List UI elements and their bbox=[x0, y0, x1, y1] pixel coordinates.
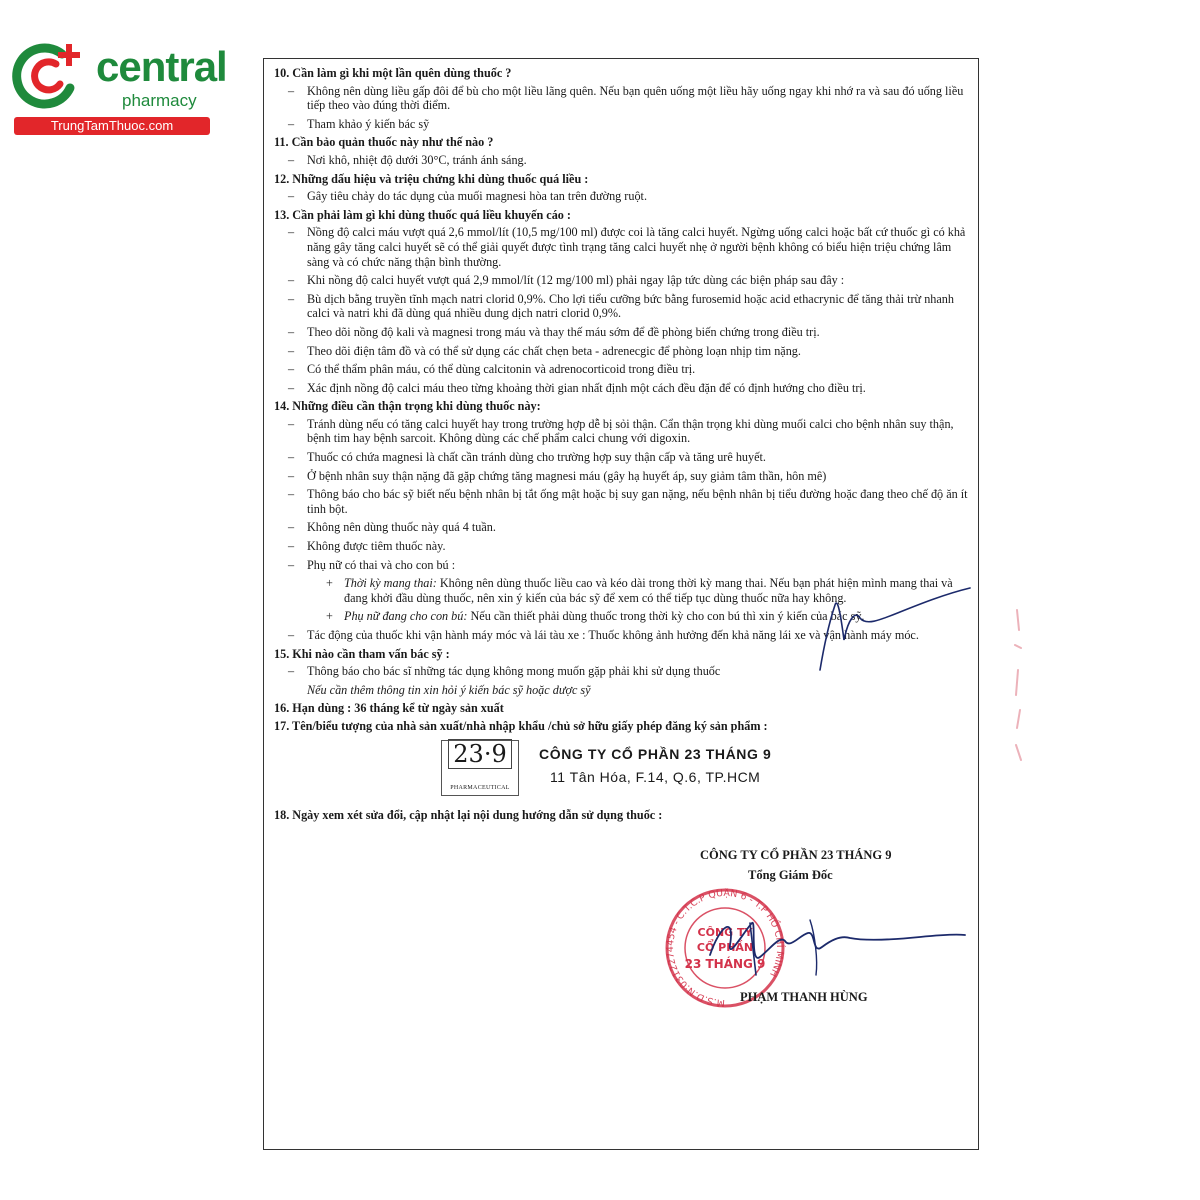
stamp-line-3: 23 THÁNG 9 bbox=[684, 957, 766, 971]
manufacturer-logo bbox=[441, 740, 519, 796]
edge-stamp-marks bbox=[1005, 600, 1035, 770]
brand-name: central bbox=[96, 43, 227, 90]
brand-url[interactable]: TrungTamThuoc.com bbox=[14, 117, 210, 135]
section-heading: 10. Cần làm gì khi một lần quên dùng thuốc ? bbox=[274, 66, 512, 80]
section-16 bbox=[274, 701, 970, 716]
handwritten-signature bbox=[690, 905, 970, 995]
central-logo-mark-icon bbox=[10, 36, 90, 116]
section-heading: 16. Hạn dùng : 36 tháng kể từ ngày sản xuất bbox=[274, 701, 504, 716]
list-item: – Theo dõi điện tâm đồ và có thể sử dụng các chất chẹn beta - adrenecgic để phòng loạn nhịp tim nặng. bbox=[288, 343, 801, 358]
list-item: – Không nên dùng liều gấp đôi để bù cho một liều lãng quên. Nếu bạn quên uống một liều hãy uống ngay khi nhớ ra và sau đó uống liều tiếp theo vào đúng thời điểm. bbox=[288, 83, 964, 113]
list-item: – Có thể thẩm phân máu, có thể dùng calcitonin và adrenocorticoid trong điều trị. bbox=[288, 362, 696, 377]
section-heading: 11. Cần bảo quản thuốc này như thế nào ? bbox=[274, 135, 494, 150]
section-heading: 12. Những dấu hiệu và triệu chứng khi dùng thuốc quá liều : bbox=[274, 171, 589, 186]
section-11 bbox=[274, 135, 970, 167]
list-item: – Ở bệnh nhân suy thận nặng đã gặp chứng tăng magnesi máu (gây hạ huyết áp, suy giảm tâm thần, hôn mê) bbox=[288, 468, 827, 483]
list-item: – Bù dịch bằng truyền tĩnh mạch natri clorid 0,9%. Cho lợi tiểu cưỡng bức bằng furosemid hoặc acid ethacrynic để tăng thải trừ nhanh calci và natri khi đã dùng quá nhiều dung dịch natri clorid 0,9%. bbox=[288, 291, 954, 321]
section-17 bbox=[274, 719, 970, 734]
stamp-line-1: CÔNG TY bbox=[697, 926, 753, 939]
section-18 bbox=[274, 808, 970, 823]
signature-company: CÔNG TY CỔ PHẦN 23 THÁNG 9 bbox=[700, 848, 892, 862]
document-content bbox=[274, 66, 970, 825]
sub-item: + Phụ nữ đang cho con bú: Nếu cần thiết phải dùng thuốc trong thời kỳ cho con bú thì xin ý kiến của bác sỹ. bbox=[326, 609, 865, 624]
list-item: – Thông báo cho bác sĩ những tác dụng không mong muốn gặp phải khi sử dụng thuốc bbox=[288, 664, 721, 679]
signatory-name: PHẠM THANH HÙNG bbox=[740, 990, 868, 1004]
list-item: – Xác định nồng độ calci máu theo từng khoảng thời gian nhất định một cách đều đặn để có định hướng cho điều trị. bbox=[288, 380, 866, 395]
list-item: – Không được tiêm thuốc này. bbox=[288, 539, 446, 554]
list-item: – Thông báo cho bác sỹ biết nếu bệnh nhân bị tắt ống mật hoặc bị suy gan nặng, nếu bệnh nhân bị tiểu đường hoặc đang theo chế độ ăn ít tinh bột. bbox=[288, 487, 968, 516]
manufacturer-name: CÔNG TY CỔ PHẦN 23 THÁNG 9 bbox=[539, 745, 772, 762]
section-heading: 18. Ngày xem xét sửa đổi, cập nhật lại nội dung hướng dẫn sử dụng thuốc : bbox=[274, 807, 663, 822]
list-item: – Thuốc có chứa magnesi là chất cần tránh dùng cho trường hợp suy thận cấp và tăng urê huyết. bbox=[288, 450, 766, 465]
manufacturer-block bbox=[274, 740, 970, 800]
list-item: – Khi nồng độ calci huyết vượt quá 2,9 mmol/lít (12 mg/100 ml) phải ngay lập tức dùng các biện pháp sau đây : bbox=[288, 273, 845, 288]
manufacturer-address: 11 Tân Hóa, F.14, Q.6, TP.HCM bbox=[550, 768, 761, 785]
section-heading: 17. Tên/biểu tượng của nhà sản xuất/nhà nhập khẩu /chủ sở hữu giấy phép đăng ký sản phẩm : bbox=[274, 718, 768, 733]
section-12 bbox=[274, 172, 970, 204]
manufacturer-logo-text: PHARMACEUTICAL bbox=[450, 784, 510, 791]
list-item: – Phụ nữ có thai và cho con bú : bbox=[288, 557, 456, 572]
margin-initials-signature bbox=[800, 580, 980, 680]
list-item: – Gây tiêu chảy do tác dụng của muối magnesi hòa tan trên đường ruột. bbox=[288, 189, 647, 204]
section-heading: 15. Khi nào cần tham vấn bác sỹ : bbox=[274, 646, 450, 661]
list-item: – Theo dõi nồng độ kali và magnesi trong máu và thay thế máu sớm để đề phòng biến chứng trong điều trị. bbox=[288, 324, 820, 339]
list-item: – Tránh dùng nếu có tăng calci huyết hay trong trường hợp dễ bị sỏi thận. Cẩn thận trọng khi dùng muối calci cho bệnh nhân suy thận, bệnh tim hay bệnh sarcoit. Không dùng các chế phẩm calci chung với digoxin. bbox=[288, 416, 954, 446]
list-item: – Nồng độ calci máu vượt quá 2,6 mmol/lít (10,5 mg/100 ml) được coi là tăng calci huyết. Ngừng uống calci hoặc bất cứ thuốc gì có khả năng gây tăng calci huyết sẽ có thể giải quyết được tình trạng tăng calci huyết nhẹ ở người bệnh không có biểu hiện triệu chứng lâm sàng và có chức năng thận bình thường. bbox=[288, 225, 966, 269]
signature-title: Tổng Giám Đốc bbox=[748, 868, 833, 882]
list-item: – Không nên dùng thuốc này quá 4 tuần. bbox=[288, 520, 496, 535]
manufacturer-logo-number: 23·9 bbox=[448, 739, 511, 769]
section-10 bbox=[274, 66, 970, 131]
list-item: – Tác động của thuốc khi vận hành máy móc và lái tàu xe : Thuốc không ảnh hưởng đến khả năng lái xe và vận hành máy móc. bbox=[288, 628, 919, 642]
stamp-ring-text: M.S.D.N:0312274454 - C.T.C.P QUẬN 6 - T.P HỒ CHÍ MINH bbox=[665, 888, 786, 1009]
consult-note: Nếu cần thêm thông tin xin hỏi ý kiến bác sỹ hoặc dược sỹ bbox=[307, 682, 591, 697]
stamp-line-2: CỔ PHẦN bbox=[696, 941, 754, 954]
section-heading: 13. Cần phải làm gì khi dùng thuốc quá liều khuyến cáo : bbox=[274, 207, 571, 222]
sub-item: + Thời kỳ mang thai: Không nên dùng thuốc liều cao và kéo dài trong thời kỳ mang thai. Nếu bạn phát hiện mình mang thai và đang khởi đầu dùng thuốc, nên xin ý kiến của bác sỹ để xem có thể tiếp tục dùng thuốc nữa hay không. bbox=[326, 576, 953, 605]
section-heading: 14. Những điều cần thận trọng khi dùng thuốc này: bbox=[274, 399, 541, 414]
central-pharmacy-logo bbox=[10, 36, 227, 140]
list-item: – Tham khảo ý kiến bác sỹ bbox=[288, 116, 430, 131]
list-item: – Nơi khô, nhiệt độ dưới 30°C, tránh ánh sáng. bbox=[288, 152, 527, 167]
section-13 bbox=[274, 208, 970, 396]
brand-tagline: pharmacy bbox=[122, 91, 197, 110]
